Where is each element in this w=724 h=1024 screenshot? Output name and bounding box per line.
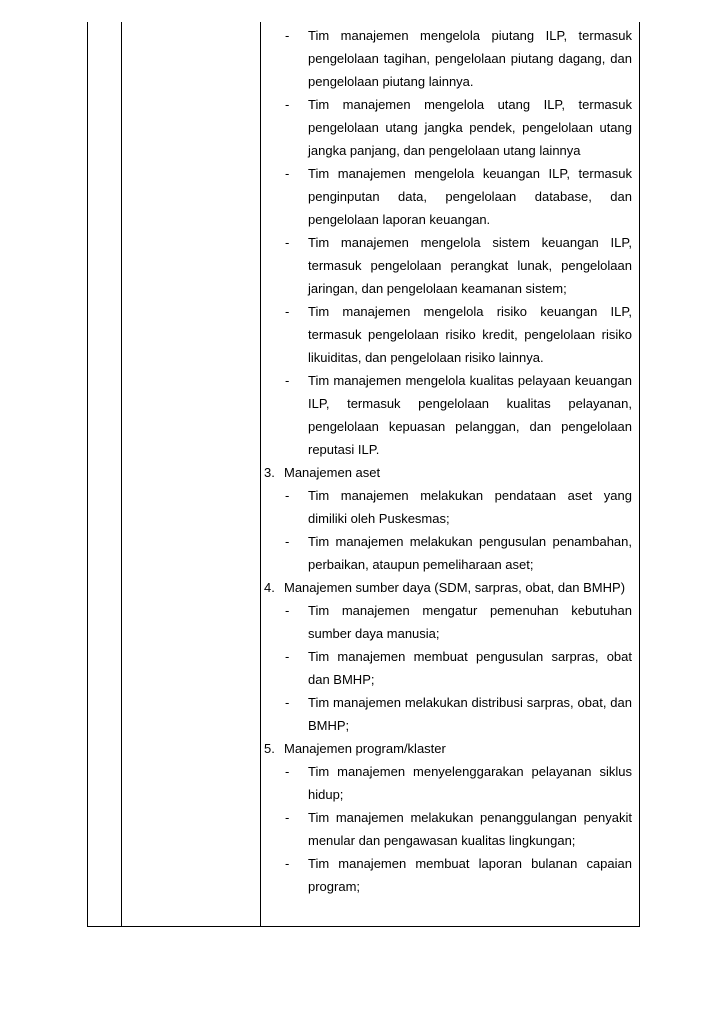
section-continuation — [264, 24, 632, 461]
list-item-text: Tim manajemen mengelola keuangan ILP, termasuk penginputan data, pengelolaan database, dan pengelolaan laporan keuangan. — [308, 166, 632, 227]
list-item — [264, 530, 632, 576]
bullet-dash: - — [285, 235, 290, 250]
list-item-text: Tim manajemen mengelola risiko keuangan ILP, termasuk pengelolaan risiko kredit, pengelolaan risiko likuiditas, dan pengelolaan risiko lainnya. — [308, 304, 632, 365]
bullet-dash: - — [285, 856, 290, 871]
list-item-text: Tim manajemen membuat pengusulan sarpras, obat dan BMHP; — [308, 649, 632, 687]
section-manajemen-program — [264, 737, 632, 898]
list-item-text: Tim manajemen melakukan pengusulan penambahan, perbaikan, ataupun pemeliharaan aset; — [308, 534, 632, 572]
section-number: 5. — [264, 741, 275, 756]
section-manajemen-sumber-daya — [264, 576, 632, 737]
list-item-text: Tim manajemen mengatur pemenuhan kebutuhan sumber daya manusia; — [308, 603, 632, 641]
section-title: Manajemen sumber daya (SDM, sarpras, obat, dan BMHP) — [284, 580, 626, 595]
list-item — [264, 93, 632, 162]
bullet-dash: - — [285, 304, 290, 319]
list-item — [264, 484, 632, 530]
list-item — [264, 369, 632, 461]
list-item-text: Tim manajemen menyelenggarakan pelayanan siklus hidup; — [308, 764, 632, 802]
list-item-text: Tim manajemen mengelola utang ILP, termasuk pengelolaan utang jangka pendek, pengelolaan utang jangka panjang, dan pengelolaan utang lainnya — [308, 97, 632, 158]
list-item-text: Tim manajemen mengelola sistem keuangan ILP, termasuk pengelolaan perangkat lunak, pengelolaan jaringan, dan pengelolaan keamanan sistem; — [308, 235, 632, 296]
list-item-text: Tim manajemen mengelola piutang ILP, termasuk pengelolaan tagihan, pengelolaan piutang dagang, dan pengelolaan piutang lainnya. — [308, 28, 632, 89]
bullet-dash: - — [285, 488, 290, 503]
column-divider-2 — [260, 22, 261, 926]
bullet-dash: - — [285, 603, 290, 618]
list-item-text: Tim manajemen melakukan pendataan aset yang dimiliki oleh Puskesmas; — [308, 488, 632, 526]
bullet-dash: - — [285, 810, 290, 825]
list-item-text: Tim manajemen melakukan distribusi sarpras, obat, dan BMHP; — [308, 695, 632, 733]
bullet-dash: - — [285, 649, 290, 664]
table-cell-content — [264, 24, 632, 898]
bullet-dash: - — [285, 97, 290, 112]
list-item — [264, 806, 632, 852]
list-item — [264, 852, 632, 898]
list-item — [264, 300, 632, 369]
list-item — [264, 599, 632, 645]
section-manajemen-aset — [264, 461, 632, 576]
list-item — [264, 645, 632, 691]
section-title: Manajemen aset — [284, 465, 381, 480]
list-item — [264, 24, 632, 93]
bullet-dash: - — [285, 695, 290, 710]
list-item-text: Tim manajemen mengelola kualitas pelayaan keuangan ILP, termasuk pengelolaan kualitas pelayanan, pengelolaan kepuasan pelanggan, dan pengelolaan reputasi ILP. — [308, 373, 632, 457]
list-item — [264, 760, 632, 806]
column-divider-1 — [121, 22, 122, 926]
list-item — [264, 691, 632, 737]
bullet-dash: - — [285, 534, 290, 549]
section-number: 4. — [264, 580, 275, 595]
list-item-text: Tim manajemen membuat laporan bulanan capaian program; — [308, 856, 632, 894]
section-title: Manajemen program/klaster — [284, 741, 446, 756]
list-item — [264, 162, 632, 231]
section-heading — [264, 461, 632, 484]
section-number: 3. — [264, 465, 275, 480]
bullet-dash: - — [285, 28, 290, 43]
section-heading — [264, 576, 632, 599]
bullet-dash: - — [285, 373, 290, 388]
list-item-text: Tim manajemen melakukan penanggulangan penyakit menular dan pengawasan kualitas lingkungan; — [308, 810, 632, 848]
bullet-dash: - — [285, 764, 290, 779]
bullet-dash: - — [285, 166, 290, 181]
section-heading — [264, 737, 632, 760]
list-item — [264, 231, 632, 300]
